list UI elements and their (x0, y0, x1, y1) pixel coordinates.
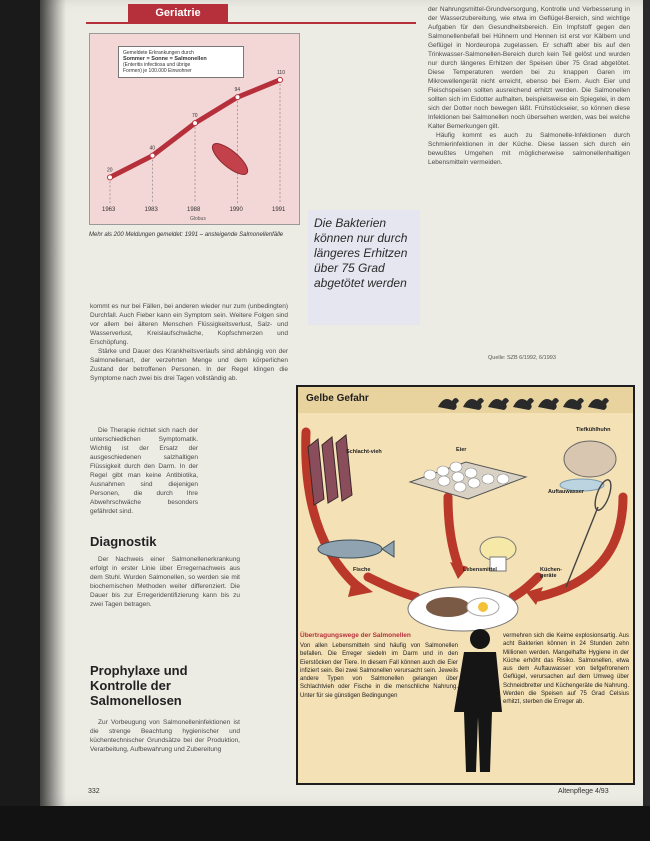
chart-caption: Mehr als 200 Meldungen gemeldet: 1991 – ansteigende Salmonellenfälle (89, 232, 284, 238)
x-tick-label: 1990 (229, 207, 243, 213)
chart-legend (118, 46, 244, 78)
right-paragraph-2: Häufig kommt es auch zu Salmonelle-Infektionen durch Schmierinfektionen in der Küche. Diese lassen sich durch ein bewußtes Umgehen mit möglicherweise salmonellenhaltigen Lebensmitteln vermeiden. (428, 132, 630, 166)
label-lebensmittel: Lebensmittel (463, 567, 497, 573)
fish-icon (318, 540, 394, 558)
prophylaxe-text (90, 718, 240, 754)
legend-line-2: Sommer = Sonne = Salmonellen (123, 56, 207, 62)
data-point (278, 77, 283, 82)
diagnostik-text (90, 555, 240, 609)
left-column-text (90, 302, 288, 383)
left-column-therapy (90, 426, 198, 516)
heading-prophylaxe: Prophylaxe und Kontrolle der Salmonellosen (90, 663, 188, 708)
diagnostik-paragraph: Der Nachweis einer Salmonellenerkrankung erfolgt in erster Linie über Erregernachweis aus dem Stuhl. Wurden Salmonellen, so werden sie mit biochemischen Methoden weiter differenziert. Die Dauer bis zur Erregeridentifizierung kann bis zu zwei Tagen betragen. (90, 556, 240, 608)
x-tick-label: 1988 (187, 207, 201, 213)
data-point (150, 153, 155, 158)
legend-line-1: Gemeldete Erkrankungen durch (123, 50, 194, 56)
x-tick-label: 1991 (272, 207, 286, 213)
transmission-box-title: Übertragungswege der Salmonellen (300, 632, 411, 639)
bottom-background (0, 806, 650, 841)
page-edge (643, 0, 650, 806)
egg-carton-icon (410, 462, 526, 499)
plate-icon (408, 587, 518, 631)
source-note: Quelle: SZB 6/1992, 6/1993 (488, 355, 556, 361)
data-point (235, 95, 240, 100)
right-paragraph-1: der Nahrungsmittel-Grundversorgung, Kontrolle und Verbesserung in der Wasserzubereitung, wie etwa im Geflügel-Bereich, sind wichtige Aufgaben für den Gesundheitsbereich. Ein Impfstoff gegen den Salmonellenbefall bei Hühnern und Hennen ist erst vor Kälbern und Geflügel in Nordeuropa zugelassen. Er schafft aber bis auf den Trinkwasser-Salmonellen-Bereich durch kein Teil gelöst und wurden nur durch längeres Erhitzen der Speisen über 75 Grad abgetötet. Diese Temperaturen werden bei zu knappen Garen im Mikrowellengerät nicht erreicht, ebenso bei Eiern. Auch Eier und Fleischspeisen sollten ausreichend erhitzt werden. Die Salmonellen sollten sich im Eidotter aufhalten, beispielsweise ein Spiegelei, in dem sich der Dotter noch bewegen läßt. Frühstückseier, so können diese Infektionen bei Salmonellen noch übersehen werden, was bei welche Kalter Bemerkungen gilt. (428, 6, 630, 130)
infographic-title: Gelbe Gefahr (306, 393, 369, 404)
left-paragraph-3: Die Therapie richtet sich nach der unterschiedlichen Symptomatik. Wichtig ist der Ersatz der ausgeschiedenen salzhaltigen Flüssigkeit durch den Darm. In der Regel gibt man keine Antibiotika, Ausnahmen sind diejenigen Personen, die durch Ihre Abwehrschwäche besonders gefährdet sind. (90, 427, 198, 515)
left-paragraph-2: Stärke und Dauer des Krankheitsverlaufs sind abhängig von der Salmonellenart, der verzehrten Menge und dem körperlichen Zustand der betroffenen Personen. In der Regel klingen die Symptome nach zwei bis drei Tagen vollständig ab. (90, 348, 288, 382)
x-tick-label: 1983 (144, 207, 158, 213)
prophylaxe-paragraph: Zur Vorbeugung von Salmonelleninfektionen ist die strenge Beachtung hygienischer und küchentechnischer Grundsätze bei der Produktion, Verarbeitung, Aufbewahrung und Zubereitung (90, 719, 240, 753)
data-label: 70 (192, 113, 198, 120)
transmission-text-box (300, 632, 458, 700)
label-kuechengeraete: Küchen-geräte (540, 567, 562, 579)
bacterium-illustration (208, 139, 252, 180)
label-eier: Eier (456, 447, 467, 453)
data-point (193, 121, 198, 126)
transmission-right-text: vermehren sich die Keime explosionsartig. Aus acht Bakterien können in 24 Stunden zehn Millionen werden. Mangelhafte Hygiene in der Küche erhöht das Risiko. Salmonellen, etwa aus dem Auftauwasser von tiefgefrorenem Geflügel, verursachen auf dem Umweg über Schneidbretter und Küchengeräte die Nahrung. Werden die Speisen auf 75 Grad Celsius erhitzt, sterben die Erreger ab. (503, 633, 629, 706)
data-point (108, 175, 113, 180)
heading-diagnostik: Diagnostik (90, 534, 157, 549)
salmonella-chart (89, 33, 300, 225)
infographic-gelbe-gefahr (296, 385, 635, 785)
legend-line-4: Formen) je 100.000 Einwohner (123, 68, 192, 74)
label-tiefkuehlhuhn: Tiefkühlhuhn (576, 427, 611, 433)
journal-issue: Altenpflege 4/93 (558, 788, 609, 795)
right-column-text (428, 5, 630, 167)
pull-quote: Die Bakterien können nur durch längeres Erhitzen über 75 Grad abgetötet werden (308, 210, 420, 325)
section-header: Geriatrie (128, 4, 228, 22)
label-auftauwasser: Auftauwasser (548, 489, 585, 495)
data-label: 94 (234, 87, 241, 94)
left-paragraph-1: kommt es nur bei Fällen, bei anderen wieder nur zum (unbedingten) Durchfall. Auch Fieber kann ein Symptom sein. Weitere Folgen sind vor allem bei älteren Menschen Flüssigkeitsverlust, Salz- und Wasserverlust, Kreislaufschwäche, Kopfschmerzen und Erschöpfung. (90, 303, 288, 346)
label-fische: Fische (353, 567, 371, 573)
label-schlachtvieh: Schlacht-vieh (346, 449, 382, 455)
frozen-chicken-icon (560, 441, 616, 491)
data-label: 110 (277, 69, 285, 76)
data-label: 20 (107, 167, 113, 174)
data-label: 40 (149, 145, 156, 152)
legend-line-3: (Enteritis infectiosa und übrige (123, 62, 191, 68)
meat-carcass-icon (308, 435, 352, 505)
egg-cup-icon (480, 537, 516, 571)
page-number: 332 (88, 788, 100, 795)
x-tick-label: 1963 (102, 207, 116, 213)
chart-credit: Globus (190, 216, 206, 222)
transmission-box-text: Von allen Lebensmitteln sind häufig von Salmonellen befallen. Die Erreger siedeln im Darm und in den Eierstöcken der Tiere. In diesem Fall können auch die Eier infiziert sein. Bei zwei Salmonellen verursacht sein. Jeweils andere Typen von Salmonellen gelangen über Schlachtvieh oder Fische in die menschliche Nahrung. Unter für sie günstigen Bedingungen (300, 643, 458, 699)
header-rule (86, 22, 416, 24)
person-silhouette-icon (454, 629, 502, 772)
book-spine-shadow (40, 0, 66, 806)
